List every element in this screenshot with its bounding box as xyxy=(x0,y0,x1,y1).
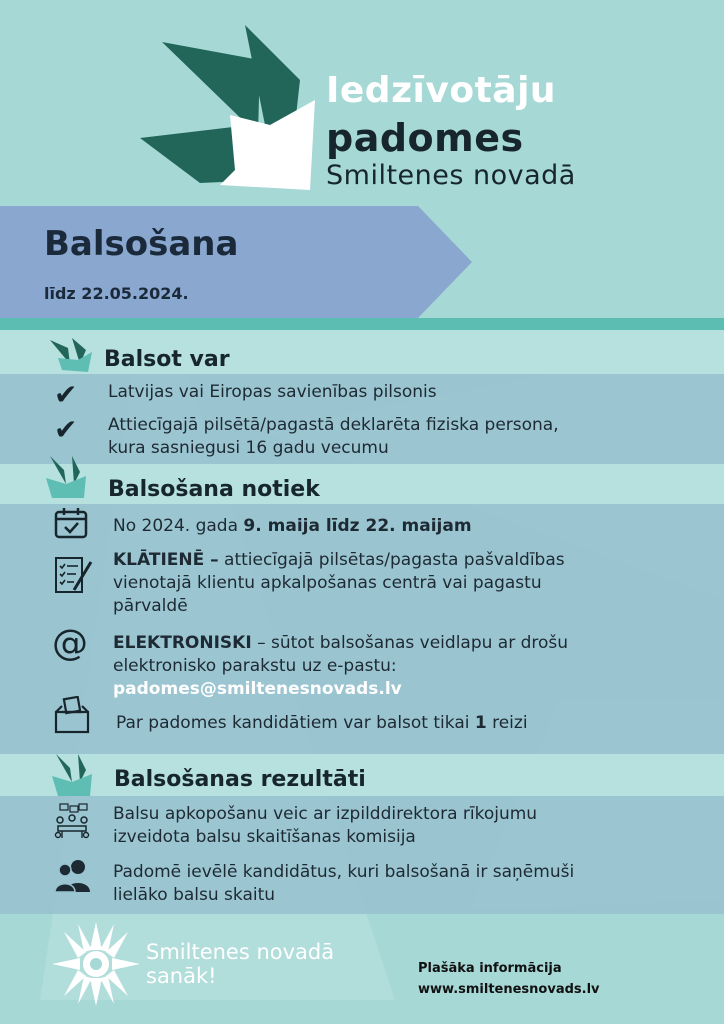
ballot-box-icon xyxy=(54,696,90,738)
voting-dates: No 2024. gada 9. maija līdz 22. maijam xyxy=(113,516,472,536)
footer-info: Plašāka informācija www.smiltenesnovads.lv xyxy=(418,958,600,1000)
header-title-line2: padomes xyxy=(326,116,524,160)
at-sign-icon: @ xyxy=(52,623,88,664)
who-can-vote-item-2: Attiecīgajā pilsētā/pagastā deklarēta fiziska persona, kura sasniegusi 16 gadu vecumu xyxy=(108,415,559,458)
in-person-voting: KLĀTIENĒ – attiecīgajā pilsētas/pagasta pašvaldības vienotajā klientu apkalpošanas centrā vai pagastu pārvaldē xyxy=(113,550,565,616)
who-can-vote-item-1: Latvijas vai Eiropas savienības pilsonis xyxy=(108,382,437,402)
checkmark-icon: ✔ xyxy=(54,378,78,411)
results-item-1: Balsu apkopošanu veic ar izpilddirektora rīkojumu izveidota balsu skaitīšanas komisija xyxy=(113,804,538,847)
electronic-voting: ELEKTRONISKI – sūtot balsošanas veidlapu ar drošu elektronisko parakstu uz e-pastu: padomes@smiltenesnovads.lv xyxy=(113,633,569,699)
committee-meeting-icon xyxy=(52,802,92,844)
results-item-2: Padomē ievēlē kandidātus, kuri balsošanā ir saņēmuši lielāko balsu skaitu xyxy=(113,862,575,905)
form-document-icon xyxy=(54,554,94,600)
logo-leaf-icon xyxy=(140,20,320,199)
header-title-line3: Smiltenes novadā xyxy=(326,160,576,191)
section-title-who-can-vote: Balsot var xyxy=(104,347,230,372)
header-title-line1: Iedzīvotāju xyxy=(326,70,557,111)
leaf-icon xyxy=(44,454,90,504)
leaf-icon xyxy=(50,752,96,802)
section-title-voting: Balsošana notiek xyxy=(108,477,320,502)
banner-date: līdz 22.05.2024. xyxy=(44,284,189,303)
sun-logo-icon xyxy=(50,920,142,1012)
calendar-icon xyxy=(54,507,88,543)
leaf-icon xyxy=(48,338,94,376)
vote-once-note: Par padomes kandidātiem var balsot tikai 1 reizi xyxy=(116,713,528,733)
website-link[interactable]: www.smiltenesnovads.lv xyxy=(418,982,600,997)
footer-brand: Smiltenes novadā sanāk! xyxy=(146,940,335,988)
checkmark-icon: ✔ xyxy=(54,413,78,446)
banner-title: Balsošana xyxy=(44,224,239,264)
divider-stripe xyxy=(0,318,724,330)
section-title-results: Balsošanas rezultāti xyxy=(114,767,366,792)
people-icon xyxy=(54,858,92,898)
email-link[interactable]: padomes@smiltenesnovads.lv xyxy=(113,679,402,699)
